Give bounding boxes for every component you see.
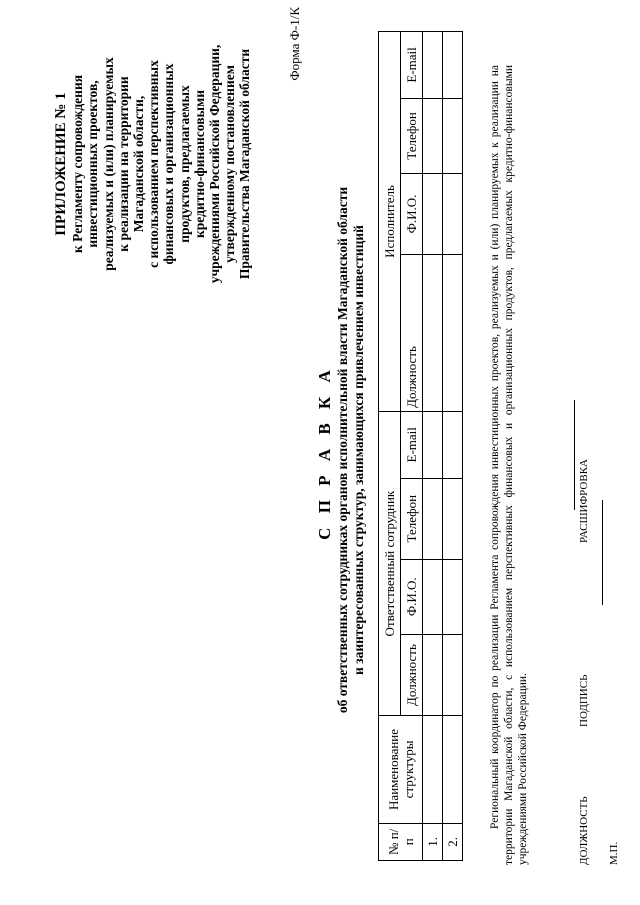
table-cell — [443, 478, 463, 559]
table-cell — [423, 716, 443, 823]
appendix-line: учреждениями Российской Федерации, — [207, 44, 223, 284]
subtitle-line: и заинтересованных структур, занимающихся привлечением инвестиций — [350, 225, 366, 675]
appendix-line: кредитно-финансовыми — [191, 90, 207, 238]
header-phone: Телефон — [401, 478, 423, 559]
coordinator-note — [488, 65, 530, 865]
subtitle-line: об ответственных сотрудниках органов исполнительной власти Магаданской области — [335, 186, 350, 714]
form-code: Форма Ф-1/К — [287, 7, 302, 81]
appendix-line: продуктов, предлагаемых — [176, 85, 192, 243]
table-cell — [443, 559, 463, 634]
doc-subtitle — [335, 55, 366, 845]
coordinator-paragraph: Региональный координатор по реализации Регламента сопровождения инвестиционных проектов, реализуемых и (или) планируемых к реализации на территории Магаданской области, с использованием перспективных финансовых и организационных продуктов, предлагаемых кредитно-финансовыми учреждениями Российской Федерации. — [489, 65, 529, 865]
table-cell — [443, 32, 463, 99]
appendix-line: Магаданской области, — [131, 95, 147, 233]
table-row — [443, 32, 463, 861]
header-email: E-mail — [401, 411, 423, 478]
header-full-name: Ф.И.О. — [401, 174, 423, 255]
header-email: E-mail — [401, 32, 423, 99]
table-row — [423, 32, 443, 861]
header-position: Должность — [401, 634, 423, 716]
row-number: 2. — [443, 823, 463, 860]
table-cell — [443, 634, 463, 716]
table-cell — [423, 478, 443, 559]
table-cell — [443, 254, 463, 411]
row-number: 1. — [423, 823, 443, 860]
table-cell — [423, 32, 443, 99]
header-executor: Исполнитель — [379, 32, 401, 412]
table-cell — [423, 559, 443, 634]
table-cell — [423, 254, 443, 411]
appendix-line: утвержденному постановлением — [222, 65, 238, 263]
sig-signature-label: ПОДПИСЬ — [578, 674, 590, 727]
table-cell — [443, 98, 463, 173]
header-position: Должность — [401, 254, 423, 411]
appendix-line: с использованием перспективных — [146, 60, 162, 268]
table-cell — [443, 716, 463, 823]
appendix-line: к Регламенту сопровождения — [70, 74, 86, 254]
appendix-title: ПРИЛОЖЕНИЕ № 1 — [53, 92, 69, 236]
appendix-line: Правительства Магаданской области — [237, 48, 253, 280]
table-cell — [423, 98, 443, 173]
signature-line — [574, 400, 575, 510]
table-cell — [423, 411, 443, 478]
sig-position-label: ДОЛЖНОСТЬ — [578, 796, 590, 865]
header-phone: Телефон — [401, 98, 423, 173]
sig-decoding-label: РАСШИФРОВКА — [578, 459, 590, 543]
appendix-line: к реализации на территории — [115, 76, 131, 252]
appendix-block — [54, 19, 253, 309]
appendix-line: инвестиционных проектов, — [85, 80, 101, 248]
appendix-line: реализуемых и (или) планируемых — [100, 57, 116, 271]
table-cell — [423, 634, 443, 716]
header-num: № п/п — [379, 823, 423, 860]
stamp-label: М.П. — [608, 841, 620, 865]
table-cell — [423, 174, 443, 255]
header-row-group — [379, 32, 401, 861]
table-cell — [443, 411, 463, 478]
header-structure-name: Наименование структуры — [379, 716, 423, 823]
staff-table — [378, 31, 463, 861]
appendix-line: финансовых и организационных — [161, 63, 177, 265]
doc-title: С П Р А В К А — [315, 365, 334, 540]
table-cell — [443, 174, 463, 255]
header-responsible-employee: Ответственный сотрудник — [379, 411, 401, 715]
signature-line — [602, 500, 603, 605]
header-full-name: Ф.И.О. — [401, 559, 423, 634]
